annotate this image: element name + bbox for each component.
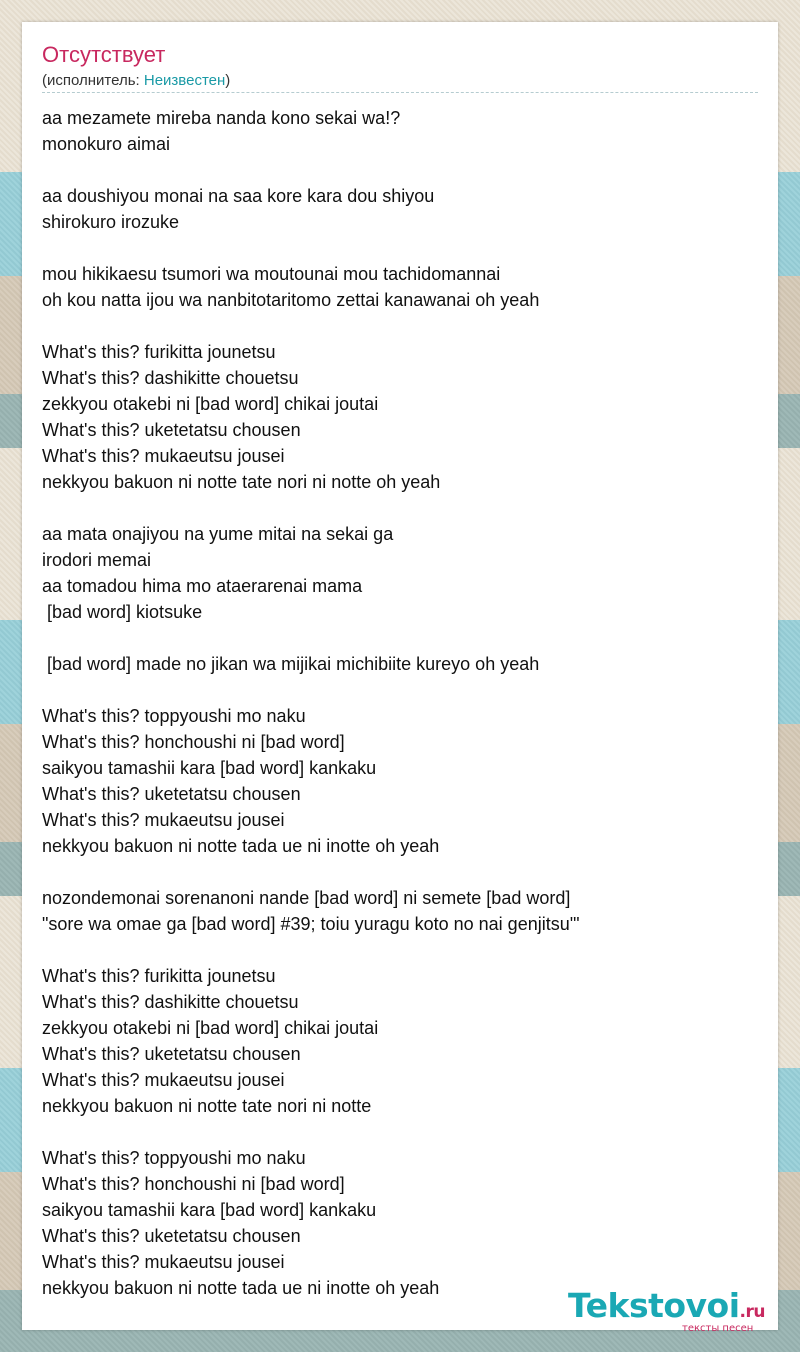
lyric-line: nekkyou bakuon ni notte tate nori ni notte oh yeah: [42, 472, 441, 492]
lyric-line: What's this? mukaeutsu jousei: [42, 1252, 285, 1272]
lyric-line: shirokuro irozuke: [42, 212, 180, 232]
lyric-line: [42, 677, 762, 703]
lyrics-card: [22, 22, 778, 1334]
lyric-line: What's this? mukaeutsu jousei: [42, 810, 285, 830]
lyric-line: What's this? furikitta jounetsu: [42, 342, 276, 362]
lyric-line: [bad word] made no jikan wa mijikai michibiite kureyo oh yeah: [42, 654, 540, 674]
lyric-line: aa doushiyou monai na saa kore kara dou shiyou: [42, 186, 435, 206]
logo-name: Tekstovoi: [568, 1286, 740, 1325]
lyric-line: saikyou tamashii kara [bad word] kankaku: [42, 1200, 377, 1220]
lyric-line: "sore wa omae ga [bad word] #39; toiu yuragu koto no nai genjitsu'": [42, 914, 580, 934]
artist-line: [42, 72, 230, 89]
lyric-line: irodori memai: [42, 550, 152, 570]
lyric-line: What's this? uketetatsu chousen: [42, 1044, 301, 1064]
lyric-line: [bad word] kiotsuke: [42, 602, 203, 622]
site-logo[interactable]: [568, 1286, 778, 1332]
lyric-line: saikyou tamashii kara [bad word] kankaku: [42, 758, 377, 778]
song-title: Отсутствует: [42, 42, 166, 67]
lyric-line: [42, 157, 762, 183]
lyric-line: zekkyou otakebi ni [bad word] chikai joutai: [42, 1018, 379, 1038]
lyric-line: [42, 625, 762, 651]
lyric-line: What's this? honchoushi ni [bad word]: [42, 1174, 345, 1194]
logo-tld: .ru: [739, 1302, 765, 1322]
lyric-line: nekkyou bakuon ni notte tate nori ni notte: [42, 1096, 372, 1116]
lyric-line: What's this? honchoushi ni [bad word]: [42, 732, 345, 752]
lyric-line: What's this? toppyoushi mo naku: [42, 1148, 306, 1168]
lyric-line: [42, 235, 762, 261]
logo-tagline: тексты песен: [682, 1323, 754, 1334]
lyric-line: What's this? uketetatsu chousen: [42, 1226, 301, 1246]
lyric-line: monokuro aimai: [42, 134, 171, 154]
header-divider: [42, 92, 758, 93]
lyric-line: aa tomadou hima mo ataerarenai mama: [42, 576, 363, 596]
lyric-line: aa mezamete mireba nanda kono sekai wa!?: [42, 108, 401, 128]
lyric-line: [42, 859, 762, 885]
lyric-line: [42, 313, 762, 339]
lyric-line: nekkyou bakuon ni notte tada ue ni inotte oh yeah: [42, 1278, 440, 1298]
lyric-line: What's this? toppyoushi mo naku: [42, 706, 306, 726]
lyric-line: mou hikikaesu tsumori wa moutounai mou tachidomannai: [42, 264, 501, 284]
lyric-line: What's this? mukaeutsu jousei: [42, 446, 285, 466]
artist-suffix: ): [225, 72, 231, 89]
artist-link[interactable]: Неизвестен: [143, 72, 226, 89]
lyric-line: [42, 495, 762, 521]
artist-prefix: (исполнитель:: [42, 72, 144, 89]
lyric-line: What's this? uketetatsu chousen: [42, 784, 301, 804]
lyric-line: What's this? mukaeutsu jousei: [42, 1070, 285, 1090]
lyric-line: [42, 1119, 762, 1145]
lyric-line: oh kou natta ijou wa nanbitotaritomo zettai kanawanai oh yeah: [42, 290, 540, 310]
lyric-line: What's this? furikitta jounetsu: [42, 966, 276, 986]
logo-wordmark: [568, 1286, 765, 1325]
lyric-line: nekkyou bakuon ni notte tada ue ni inotte oh yeah: [42, 836, 440, 856]
lyric-line: nozondemonai sorenanoni nande [bad word] ni semete [bad word]: [42, 888, 571, 908]
lyric-line: What's this? uketetatsu chousen: [42, 420, 301, 440]
lyric-line: zekkyou otakebi ni [bad word] chikai joutai: [42, 394, 379, 414]
lyrics-text: [42, 105, 762, 1301]
lyric-line: aa mata onajiyou na yume mitai na sekai ga: [42, 524, 394, 544]
lyric-line: What's this? dashikitte chouetsu: [42, 992, 299, 1012]
lyric-line: What's this? dashikitte chouetsu: [42, 368, 299, 388]
lyric-line: [42, 937, 762, 963]
